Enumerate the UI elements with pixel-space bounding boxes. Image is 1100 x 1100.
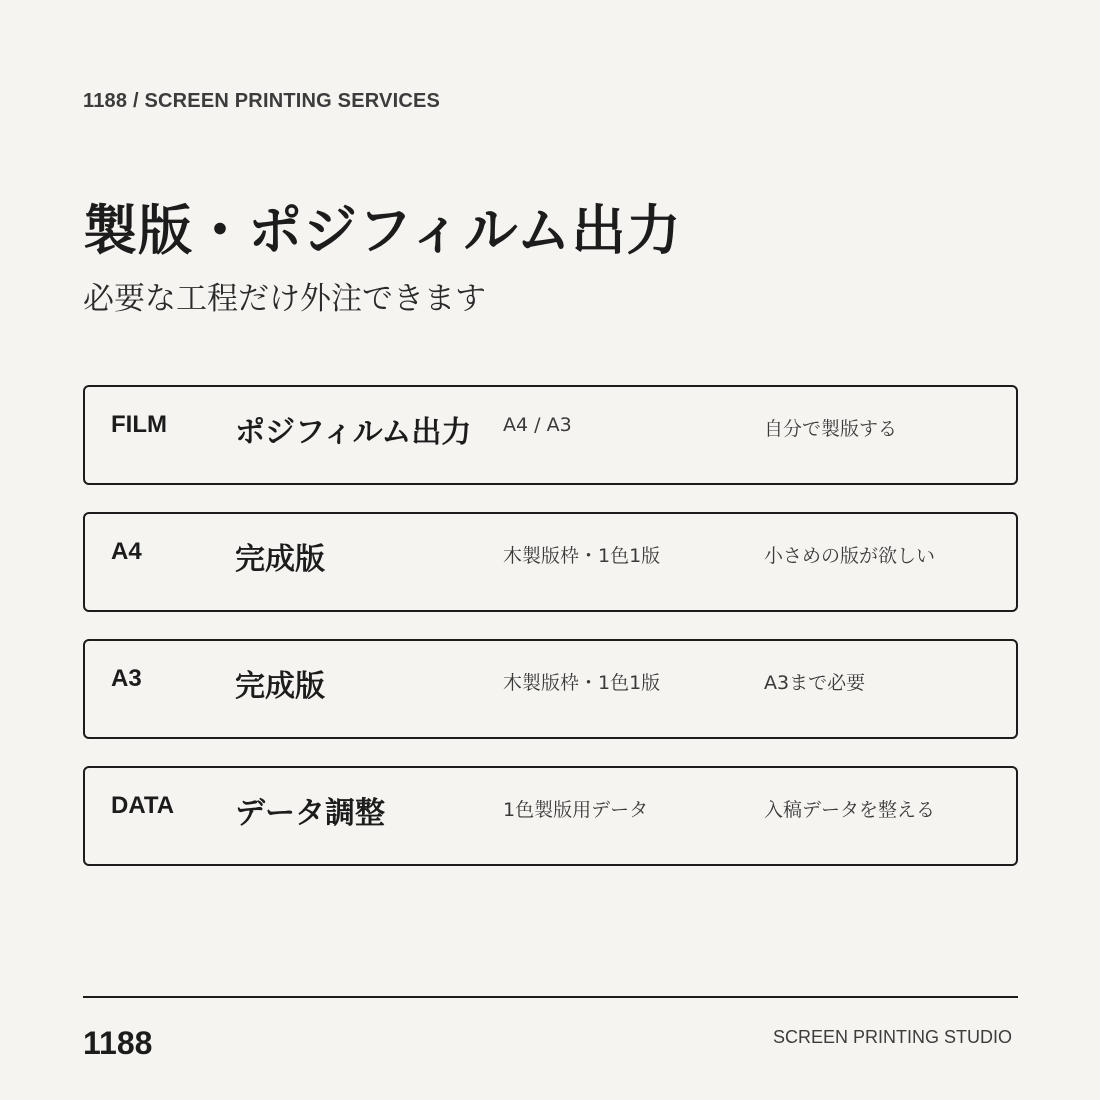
service-card-a4	[83, 512, 1018, 612]
service-spec: 1色製版用データ	[503, 799, 649, 821]
service-spec: 木製版枠・1色1版	[503, 545, 661, 567]
service-note: A3まで必要	[764, 672, 866, 694]
service-code: FILM	[111, 411, 167, 438]
page-eyebrow: 1188 / SCREEN PRINTING SERVICES	[83, 90, 441, 112]
service-code: A4	[111, 538, 142, 565]
service-name: 完成版	[235, 542, 325, 577]
service-card-film	[83, 385, 1018, 485]
service-note: 入稿データを整える	[764, 799, 936, 821]
page-subtitle: 必要な工程だけ外注できます	[83, 281, 486, 317]
footer-divider	[83, 996, 1018, 998]
service-name: ポジフィルム出力	[235, 415, 472, 450]
service-spec: A4 / A3	[503, 414, 572, 436]
footer-number: 1188	[83, 1025, 153, 1061]
service-list	[83, 385, 1018, 893]
service-card-data	[83, 766, 1018, 866]
service-name: 完成版	[235, 669, 325, 704]
service-spec: 木製版枠・1色1版	[503, 672, 661, 694]
service-code: DATA	[111, 792, 175, 819]
service-note: 自分で製版する	[764, 418, 898, 440]
service-note: 小さめの版が欲しい	[764, 545, 936, 567]
service-name: データ調整	[235, 796, 385, 831]
service-code: A3	[111, 665, 142, 692]
page-title: 製版・ポジフィルム出力	[83, 199, 682, 262]
service-card-a3	[83, 639, 1018, 739]
footer-studio-name: SCREEN PRINTING STUDIO	[773, 1027, 1013, 1047]
